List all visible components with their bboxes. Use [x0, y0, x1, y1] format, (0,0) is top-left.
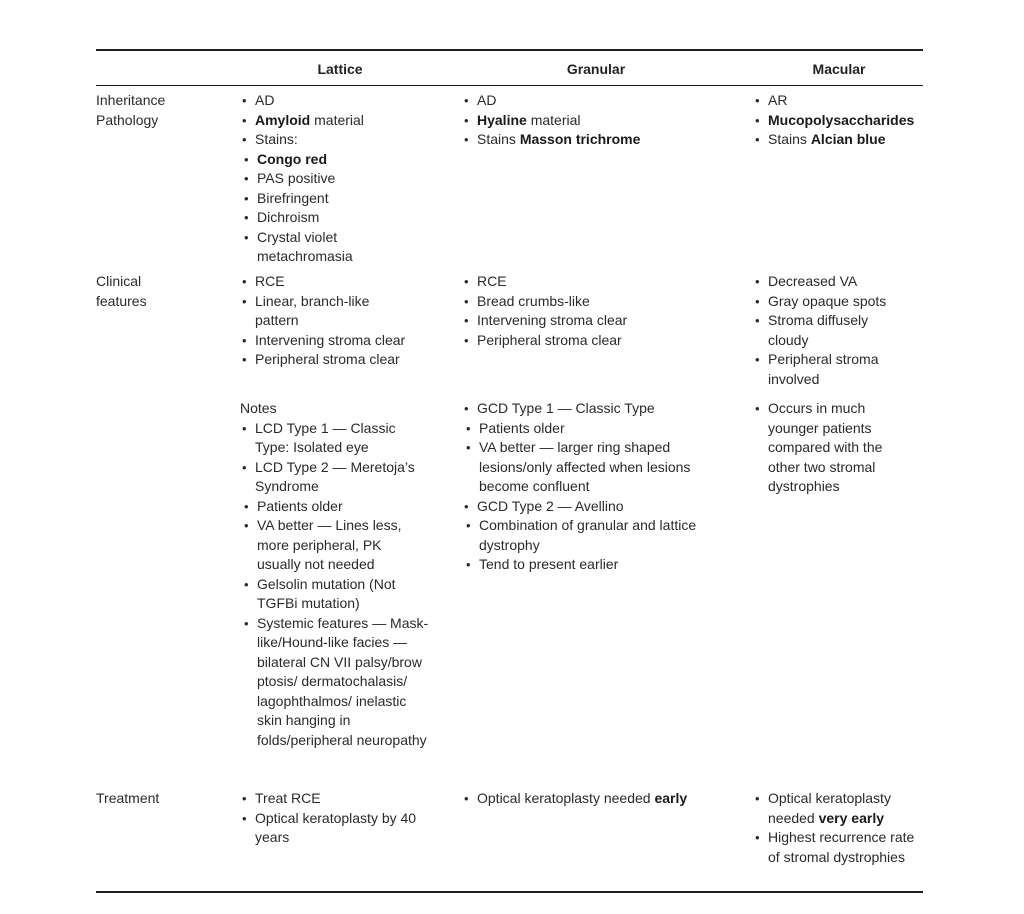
list-item: • Intervening stroma clear — [462, 311, 732, 331]
lattice-inheritance-cell — [240, 91, 445, 267]
lattice-notes-cell — [240, 399, 445, 750]
list-item: • Stains: — [240, 130, 445, 150]
list-item: • VA better — Lines less, more peripheral, PK usually not needed — [240, 516, 422, 575]
list-item: • Decreased VA — [753, 272, 928, 292]
list-item: • Hyaline material — [462, 111, 732, 131]
list-item: • Gelsolin mutation (Not TGFBi mutation) — [240, 575, 432, 614]
list-item: • Mucopolysaccharides — [753, 111, 928, 131]
list-item: • Patients older — [240, 497, 445, 517]
list-item: • LCD Type 1 — Classic Type: Isolated eye — [240, 419, 415, 458]
granular-notes-cell — [462, 399, 732, 575]
table-bottom-rule — [96, 891, 923, 893]
list-item: • PAS positive — [240, 169, 445, 189]
list-item: • Gray opaque spots — [753, 292, 928, 312]
list-item: • Bread crumbs-like — [462, 292, 732, 312]
granular-clinical-cell — [462, 272, 732, 350]
column-header-lattice: Lattice — [317, 61, 363, 77]
list-item: • Peripheral stroma clear — [240, 350, 445, 370]
table-top-rule — [96, 49, 923, 51]
lattice-treatment-cell — [240, 789, 445, 848]
list-item: • Optical keratoplasty needed very early — [753, 789, 928, 828]
list-item: • RCE — [240, 272, 445, 292]
macular-inheritance-cell — [753, 91, 928, 150]
list-item: • RCE — [462, 272, 732, 292]
list-item: • Combination of granular and lattice dystrophy — [462, 516, 701, 555]
list-item: • Linear, branch-like pattern — [240, 292, 395, 331]
list-item: • Optical keratoplasty needed early — [462, 789, 732, 809]
granular-treatment-cell — [462, 789, 732, 809]
list-item: • GCD Type 2 — Avellino — [462, 497, 732, 517]
list-item: • Treat RCE — [240, 789, 445, 809]
list-item: • Peripheral stroma involved — [753, 350, 903, 389]
list-item: • Peripheral stroma clear — [462, 331, 732, 351]
list-item: • VA better — larger ring shaped lesions/only affected when lesions become confluent — [462, 438, 714, 497]
row-label-inheritance: Inheritance Pathology — [96, 92, 166, 128]
list-item: • AR — [753, 91, 928, 111]
list-item: • Optical keratoplasty by 40 years — [240, 809, 440, 848]
macular-treatment-cell — [753, 789, 928, 867]
list-item: • Amyloid material — [240, 111, 445, 131]
list-item: • Crystal violet metachromasia — [240, 228, 377, 267]
list-item: • Birefringent — [240, 189, 445, 209]
list-item: • Patients older — [462, 419, 732, 439]
list-item: • Highest recurrence rate of stromal dystrophies — [753, 828, 918, 867]
list-item: • Stroma diffusely cloudy — [753, 311, 893, 350]
list-item: • Intervening stroma clear — [240, 331, 445, 351]
macular-notes-cell — [753, 399, 928, 497]
lattice-clinical-cell — [240, 272, 445, 370]
list-item: • Stains Masson trichrome — [462, 130, 732, 150]
column-header-macular: Macular — [812, 61, 866, 77]
list-item: • GCD Type 1 — Classic Type — [462, 399, 732, 419]
list-item: • Occurs in much younger patients compared with the other two stromal dystrophies — [753, 399, 918, 497]
row-label-treatment: Treatment — [96, 790, 160, 806]
granular-inheritance-cell — [462, 91, 732, 150]
row-label-clinical-features: Clinical features — [96, 273, 147, 309]
list-item: • Dichroism — [240, 208, 445, 228]
list-item: • Tend to present earlier — [462, 555, 732, 575]
column-header-granular: Granular — [566, 61, 626, 77]
list-item: • Stains Alcian blue — [753, 130, 928, 150]
list-item: • AD — [462, 91, 732, 111]
list-item: • AD — [240, 91, 445, 111]
list-item: • LCD Type 2 — Meretoja’s Syndrome — [240, 458, 440, 497]
notes-title: Notes — [240, 400, 277, 416]
list-item: • Systemic features — Mask-like/Hound-like facies — bilateral CN VII palsy/brow ptosis/ dermatochalasis/ lagophthalmos/ inelastic skin hanging in folds/peripheral neuropathy — [240, 614, 432, 751]
header-rule — [96, 85, 923, 86]
macular-clinical-cell — [753, 272, 928, 389]
list-item: • Congo red — [240, 150, 445, 170]
